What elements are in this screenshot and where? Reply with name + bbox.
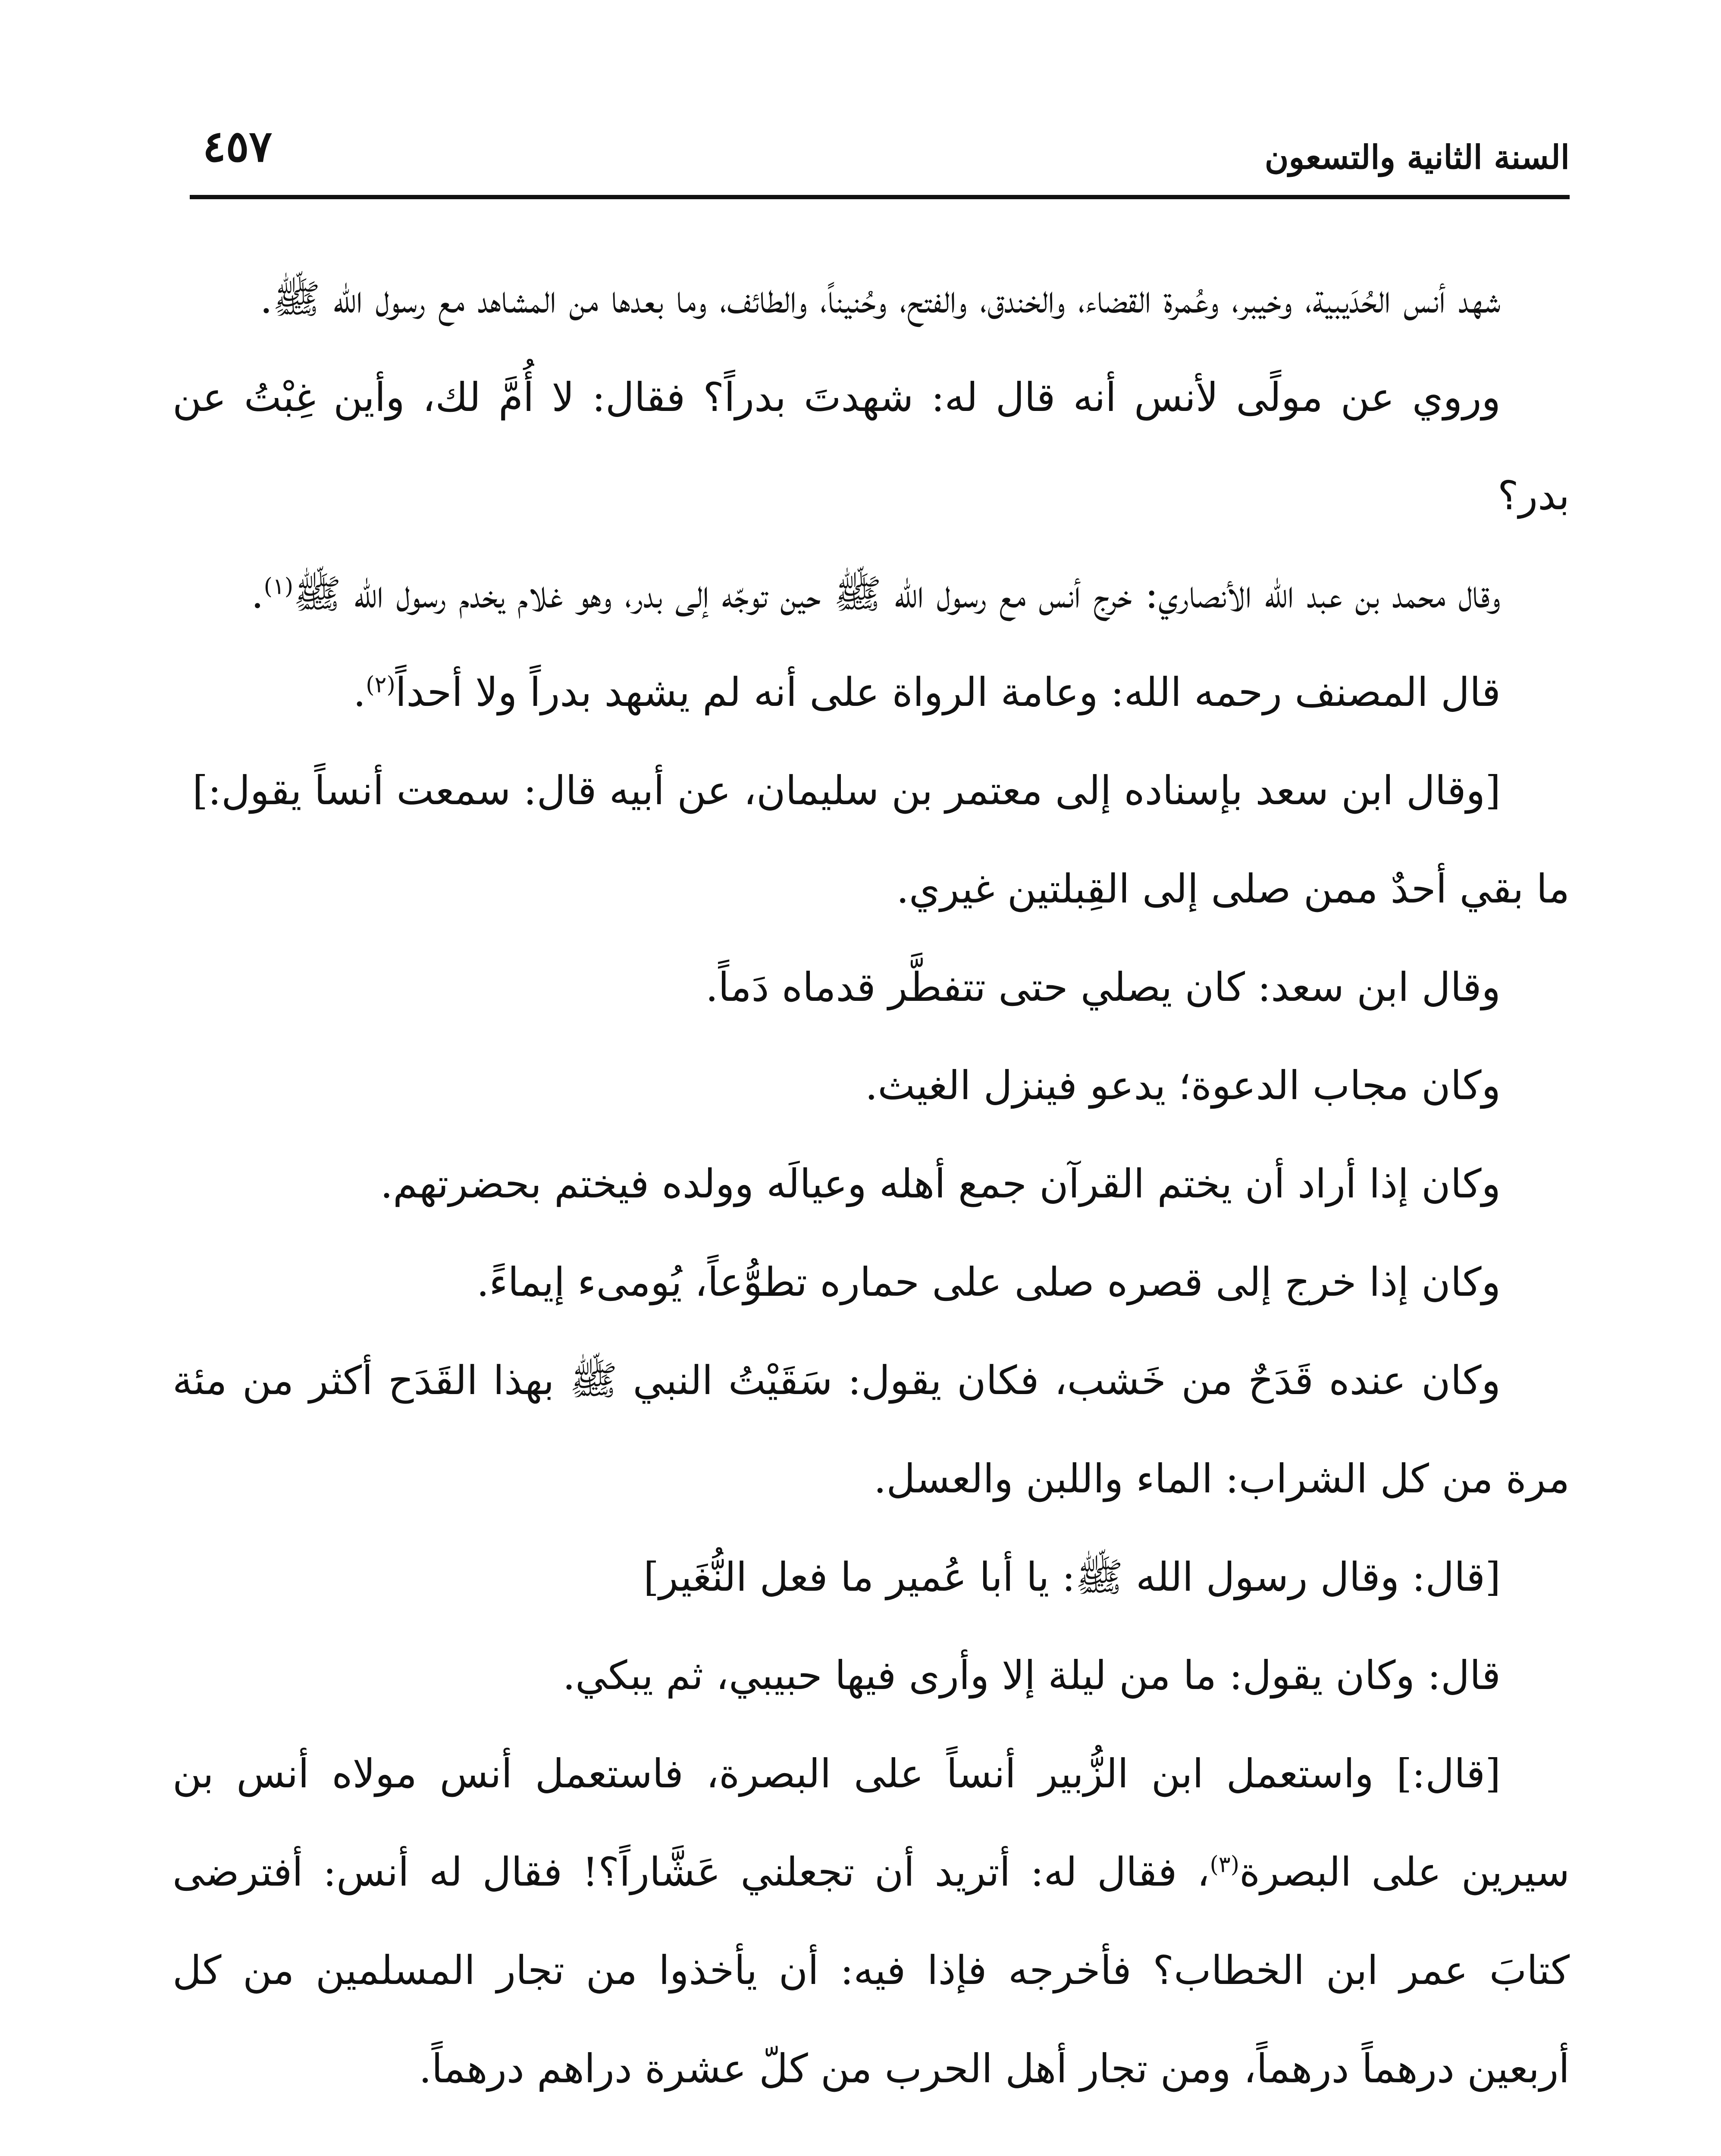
page-number: ٤٥٧ bbox=[203, 121, 273, 172]
footnote-ref-3: (٣) bbox=[1210, 1852, 1240, 1878]
paragraph-riding-prayer: وكان إذا خرج إلى قصره صلى على حماره تطوُّعاً، يُومىء إيماءً. bbox=[476, 1259, 1501, 1305]
running-title: السنة الثانية والتسعون bbox=[1264, 138, 1570, 176]
paragraph-ibn-sad-isnad: [وقال ابن سعد بإسناده إلى معتمر بن سليمان، عن أبيه قال: سمعت أنساً يقول:] bbox=[192, 768, 1501, 814]
ansari-report-period: . bbox=[251, 571, 264, 617]
paragraph-mawla-question: وروي عن مولًى لأنس أنه قال له: شهدتَ بدراً؟ فقال: لا أُمَّ لك، وأين غِبْتُ عن بدر؟ bbox=[172, 374, 1570, 519]
paragraph-abu-umair: [قال: وقال رسول الله ﷺ: يا أبا عُمير ما فعل النُّغَير] bbox=[643, 1554, 1501, 1600]
footnote-ref-1: (١) bbox=[263, 573, 294, 600]
paragraph-weeping: قال: وكان يقول: ما من ليلة إلا وأرى فيها حبيبي، ثم يبكي. bbox=[562, 1652, 1501, 1698]
paragraph-author-note bbox=[172, 643, 1570, 742]
paragraph-wooden-cup: وكان عنده قَدَحٌ من خَشب، فكان يقول: سَقَيْتُ النبي ﷺ بهذا القَدَح أكثر من مئة مرة من كل الشراب: الماء واللبن والعسل. bbox=[172, 1357, 1570, 1502]
header-divider bbox=[190, 195, 1570, 199]
paragraph-battles-attended: شهد أنس الحُدَيبية، وخيبر، وعُمرة القضاء، والخندق، والفتح، وحُنيناً، والطائف، وما بعدها من المشاهد مع رسول الله ﷺ. bbox=[260, 276, 1501, 322]
basra-governor-text: [قال:] واستعمل ابن الزُّبير أنساً على البصرة، فاستعمل أنس مولاه أنس بن سيرين على البصرة bbox=[172, 1751, 1570, 1895]
footnote-ref-2: (٢) bbox=[366, 672, 395, 698]
page-header bbox=[190, 108, 1570, 185]
paragraph-two-qiblas: ما بقي أحدٌ ممن صلى إلى القِبلتين غيري. bbox=[896, 866, 1570, 912]
paragraph-basra-governor bbox=[172, 1725, 1570, 2118]
basra-governor-text-cont: ، فقال له: أتريد أن تجعلني عَشَّاراً؟! فقال له أنس: أفترضى كتابَ عمر ابن الخطاب؟ فأخرجه فإذا فيه: أن يأخذوا من تجار المسلمين من كل أربعين درهماً درهماً، ومن تجار أهل الحرب من كلّ عشرة دراهم درهماً. bbox=[172, 1849, 1570, 2092]
author-note-period: . bbox=[353, 669, 366, 715]
paragraph-prayer: وقال ابن سعد: كان يصلي حتى تتفطَّر قدماه دَماً. bbox=[705, 964, 1501, 1010]
main-text bbox=[172, 250, 1570, 2118]
author-note-text: قال المصنف رحمه الله: وعامة الرواة على أنه لم يشهد بدراً ولا أحداً bbox=[395, 669, 1501, 715]
paragraph-quran-khatm: وكان إذا أراد أن يختم القرآن جمع أهله وعيالَه وولده فيختم بحضرتهم. bbox=[380, 1161, 1501, 1207]
paragraph-answered-dua: وكان مجاب الدعوة؛ يدعو فينزل الغيث. bbox=[865, 1062, 1501, 1109]
ansari-report-text: وقال محمد بن عبد الله الأنصاري: خرج أنس مع رسول الله ﷺ حين توجّه إلى بدر، وهو غلام يخدم رسول الله ﷺ bbox=[293, 571, 1501, 617]
paragraph-ansari-report bbox=[172, 545, 1570, 643]
